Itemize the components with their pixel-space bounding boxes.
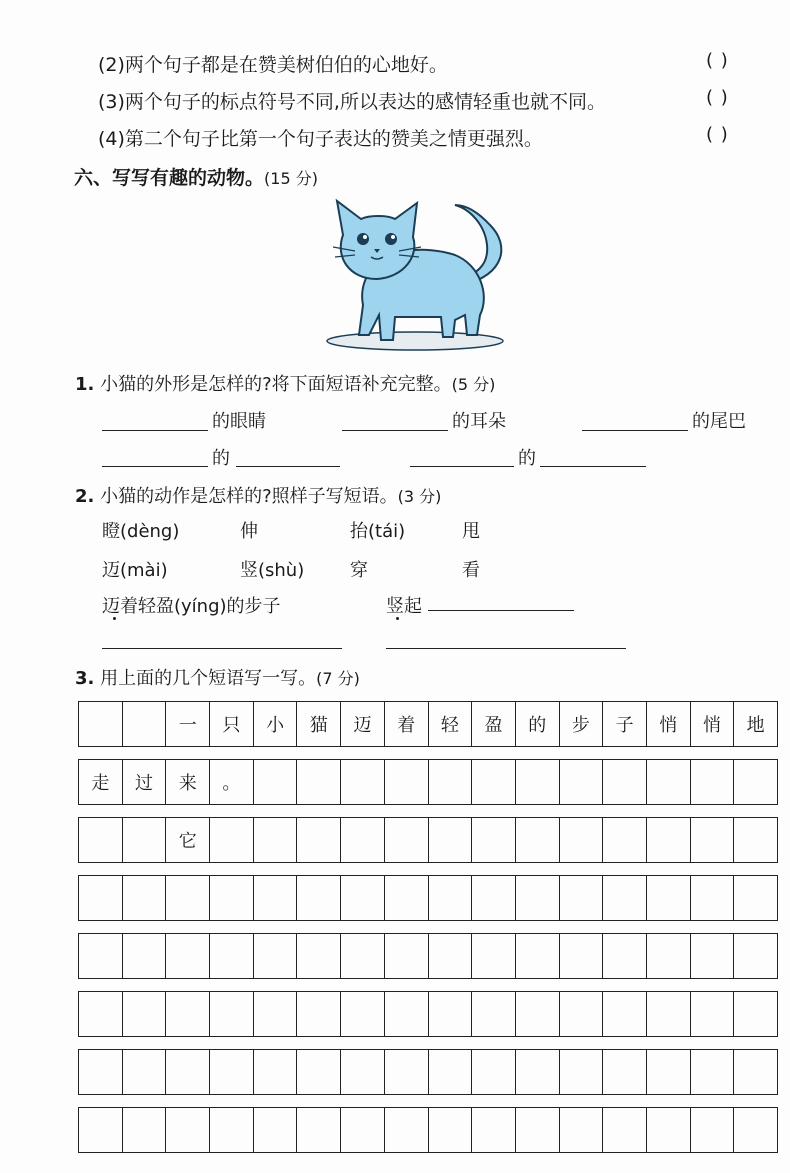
grid-cell[interactable]	[516, 1108, 560, 1152]
grid-cell[interactable]	[123, 818, 167, 862]
cat-illustration	[305, 195, 535, 355]
grid-cell[interactable]	[297, 1108, 341, 1152]
grid-cell[interactable]: 悄	[691, 702, 735, 746]
grid-cell[interactable]: 它	[166, 818, 210, 862]
grid-cell[interactable]	[516, 934, 560, 978]
grid-cell[interactable]: 只	[210, 702, 254, 746]
grid-cell[interactable]: 走	[79, 760, 123, 804]
grid-cell[interactable]	[560, 934, 604, 978]
grid-cell[interactable]	[647, 876, 691, 920]
grid-cell[interactable]	[79, 818, 123, 862]
word-mai: 迈(mài)	[102, 560, 168, 581]
grid-cell[interactable]	[691, 1050, 735, 1094]
grid-cell[interactable]	[603, 1108, 647, 1152]
grid-cell[interactable]	[385, 934, 429, 978]
grid-cell[interactable]	[472, 760, 516, 804]
grid-cell[interactable]	[516, 1050, 560, 1094]
phrase-de-2: 的	[518, 448, 536, 469]
grid-cell[interactable]	[734, 818, 778, 862]
grid-cell[interactable]	[341, 992, 385, 1036]
grid-cell[interactable]	[297, 1050, 341, 1094]
grid-cell[interactable]	[123, 934, 167, 978]
blank-4b[interactable]	[236, 466, 340, 467]
blank-q2-b[interactable]	[386, 648, 626, 649]
grid-cell[interactable]	[560, 760, 604, 804]
eye-blank[interactable]	[102, 430, 208, 431]
question-2: 2. 小猫的动作是怎样的?照样子写短语。(3 分)	[75, 486, 442, 507]
grid-cell[interactable]	[429, 992, 473, 1036]
grid-cell[interactable]: 悄	[647, 702, 691, 746]
grid-cell[interactable]: 盈	[472, 702, 516, 746]
grid-cell[interactable]	[472, 818, 516, 862]
grid-cell[interactable]	[603, 992, 647, 1036]
answer-paren-2[interactable]: ( )	[706, 50, 729, 71]
grid-cell[interactable]	[691, 818, 735, 862]
word-kan: 看	[462, 560, 480, 581]
grid-cell[interactable]	[254, 934, 298, 978]
blank-q2-a[interactable]	[102, 648, 342, 649]
grid-cell[interactable]: 轻	[429, 702, 473, 746]
grid-cell[interactable]	[210, 818, 254, 862]
section-six-title: 六、写写有趣的动物。(15 分)	[74, 167, 318, 189]
word-deng: 瞪(dèng)	[102, 521, 180, 542]
grid-cell[interactable]	[734, 760, 778, 804]
grid-cell[interactable]	[560, 992, 604, 1036]
word-tai: 抬(tái)	[350, 521, 406, 542]
grid-cell[interactable]	[429, 1050, 473, 1094]
blank-5a[interactable]	[410, 466, 514, 467]
grid-cell[interactable]	[341, 1050, 385, 1094]
grid-cell[interactable]	[123, 992, 167, 1036]
judgment-item-2: (2)两个句子都是在赞美树伯伯的心地好。	[98, 54, 448, 76]
grid-cell[interactable]	[691, 992, 735, 1036]
grid-cell[interactable]: 过	[123, 760, 167, 804]
grid-cell[interactable]	[516, 818, 560, 862]
grid-cell[interactable]	[254, 992, 298, 1036]
grid-cell[interactable]	[734, 1108, 778, 1152]
grid-cell[interactable]	[166, 1108, 210, 1152]
grid-cell[interactable]	[691, 876, 735, 920]
grid-row	[78, 759, 778, 805]
grid-cell[interactable]: 来	[166, 760, 210, 804]
grid-cell[interactable]	[210, 992, 254, 1036]
grid-cell[interactable]: 子	[603, 702, 647, 746]
phrase-tail: 的尾巴	[692, 411, 746, 432]
grid-cell[interactable]	[429, 1108, 473, 1152]
tail-blank[interactable]	[582, 430, 688, 431]
grid-cell[interactable]	[734, 934, 778, 978]
grid-cell[interactable]	[79, 876, 123, 920]
grid-cell[interactable]	[341, 876, 385, 920]
grid-cell[interactable]	[254, 760, 298, 804]
grid-cell[interactable]	[603, 1050, 647, 1094]
grid-cell[interactable]	[472, 934, 516, 978]
grid-cell[interactable]	[385, 818, 429, 862]
word-shu: 竖(shù)	[240, 560, 305, 581]
grid-cell[interactable]	[734, 876, 778, 920]
grid-row	[78, 933, 778, 979]
grid-cell[interactable]	[603, 818, 647, 862]
grid-cell[interactable]	[516, 876, 560, 920]
grid-cell[interactable]	[385, 992, 429, 1036]
grid-cell[interactable]	[341, 1108, 385, 1152]
ear-blank[interactable]	[342, 430, 448, 431]
grid-cell[interactable]	[210, 1050, 254, 1094]
grid-cell[interactable]	[385, 1050, 429, 1094]
grid-cell[interactable]: 着	[385, 702, 429, 746]
grid-cell[interactable]	[472, 876, 516, 920]
grid-cell[interactable]	[472, 1108, 516, 1152]
word-shuai: 甩	[462, 521, 480, 542]
grid-cell[interactable]	[341, 760, 385, 804]
example-shuqi: 竖起	[386, 596, 422, 617]
grid-cell[interactable]	[79, 702, 123, 746]
grid-cell[interactable]	[429, 760, 473, 804]
grid-cell[interactable]	[429, 934, 473, 978]
phrase-ears: 的耳朵	[452, 411, 506, 432]
grid-cell[interactable]	[647, 760, 691, 804]
grid-cell[interactable]	[603, 760, 647, 804]
grid-cell[interactable]	[691, 760, 735, 804]
grid-cell[interactable]	[385, 876, 429, 920]
grid-cell[interactable]	[385, 760, 429, 804]
judgment-item-4: (4)第二个句子比第一个句子表达的赞美之情更强烈。	[98, 128, 543, 150]
grid-cell[interactable]	[297, 934, 341, 978]
grid-cell[interactable]	[297, 876, 341, 920]
grid-cell[interactable]	[647, 934, 691, 978]
grid-cell[interactable]	[79, 934, 123, 978]
blank-4a[interactable]	[102, 466, 208, 467]
shuqi-blank[interactable]	[428, 610, 574, 611]
grid-cell[interactable]	[603, 876, 647, 920]
grid-cell[interactable]	[341, 934, 385, 978]
grid-cell[interactable]	[210, 876, 254, 920]
grid-cell[interactable]	[210, 934, 254, 978]
grid-cell[interactable]	[297, 818, 341, 862]
example-phrase: 迈着轻盈(yíng)的步子	[102, 596, 281, 617]
grid-cell[interactable]	[472, 992, 516, 1036]
cat-left-eye	[357, 233, 369, 245]
grid-cell[interactable]	[691, 1108, 735, 1152]
grid-cell[interactable]: 的	[516, 702, 560, 746]
grid-cell[interactable]: 小	[254, 702, 298, 746]
grid-cell[interactable]	[734, 1050, 778, 1094]
grid-cell[interactable]	[560, 818, 604, 862]
cat-head	[337, 201, 417, 279]
grid-cell[interactable]	[385, 1108, 429, 1152]
grid-cell[interactable]	[297, 992, 341, 1036]
grid-cell[interactable]	[560, 876, 604, 920]
grid-cell[interactable]	[560, 1050, 604, 1094]
grid-cell[interactable]	[166, 876, 210, 920]
question-3: 3. 用上面的几个短语写一写。(7 分)	[75, 668, 360, 689]
grid-cell[interactable]: 迈	[341, 702, 385, 746]
grid-cell[interactable]	[166, 992, 210, 1036]
grid-cell[interactable]	[123, 1108, 167, 1152]
grid-cell[interactable]	[429, 876, 473, 920]
grid-cell[interactable]: 。	[210, 760, 254, 804]
writing-grid[interactable]	[78, 701, 778, 1165]
grid-cell[interactable]	[647, 992, 691, 1036]
judgment-item-3: (3)两个句子的标点符号不同,所以表达的感情轻重也就不同。	[98, 91, 606, 113]
grid-row	[78, 817, 778, 863]
grid-cell[interactable]	[341, 818, 385, 862]
grid-cell[interactable]	[429, 818, 473, 862]
grid-cell[interactable]	[472, 1050, 516, 1094]
grid-cell[interactable]	[254, 1050, 298, 1094]
grid-cell[interactable]	[297, 760, 341, 804]
answer-paren-3[interactable]: ( )	[706, 87, 729, 108]
grid-cell[interactable]	[79, 1108, 123, 1152]
word-shen: 伸	[240, 521, 258, 542]
grid-cell[interactable]	[560, 1108, 604, 1152]
grid-cell[interactable]	[123, 702, 167, 746]
grid-cell[interactable]: 猫	[297, 702, 341, 746]
question-1: 1. 小猫的外形是怎样的?将下面短语补充完整。(5 分)	[75, 374, 496, 395]
grid-cell[interactable]: 一	[166, 702, 210, 746]
grid-cell[interactable]	[516, 992, 560, 1036]
grid-row	[78, 1107, 778, 1153]
grid-cell[interactable]	[166, 934, 210, 978]
grid-cell[interactable]	[123, 1050, 167, 1094]
grid-cell[interactable]	[166, 1050, 210, 1094]
phrase-eyes: 的眼睛	[212, 411, 266, 432]
grid-cell[interactable]	[691, 934, 735, 978]
grid-cell[interactable]	[254, 818, 298, 862]
grid-cell[interactable]	[647, 1050, 691, 1094]
grid-cell[interactable]	[123, 876, 167, 920]
grid-cell[interactable]: 地	[734, 702, 778, 746]
grid-cell[interactable]	[79, 992, 123, 1036]
answer-paren-4[interactable]: ( )	[706, 124, 729, 145]
grid-cell[interactable]	[647, 818, 691, 862]
grid-cell[interactable]	[254, 876, 298, 920]
grid-cell[interactable]	[79, 1050, 123, 1094]
grid-cell[interactable]	[516, 760, 560, 804]
grid-row	[78, 701, 778, 747]
grid-row	[78, 991, 778, 1037]
grid-row	[78, 875, 778, 921]
word-chuan: 穿	[350, 560, 368, 581]
cat-right-eye	[385, 233, 397, 245]
grid-cell[interactable]: 步	[560, 702, 604, 746]
phrase-de-1: 的	[212, 448, 230, 469]
blank-5b[interactable]	[540, 466, 646, 467]
grid-cell[interactable]	[647, 1108, 691, 1152]
grid-cell[interactable]	[254, 1108, 298, 1152]
grid-cell[interactable]	[210, 1108, 254, 1152]
grid-row	[78, 1049, 778, 1095]
grid-cell[interactable]	[734, 992, 778, 1036]
grid-cell[interactable]	[603, 934, 647, 978]
